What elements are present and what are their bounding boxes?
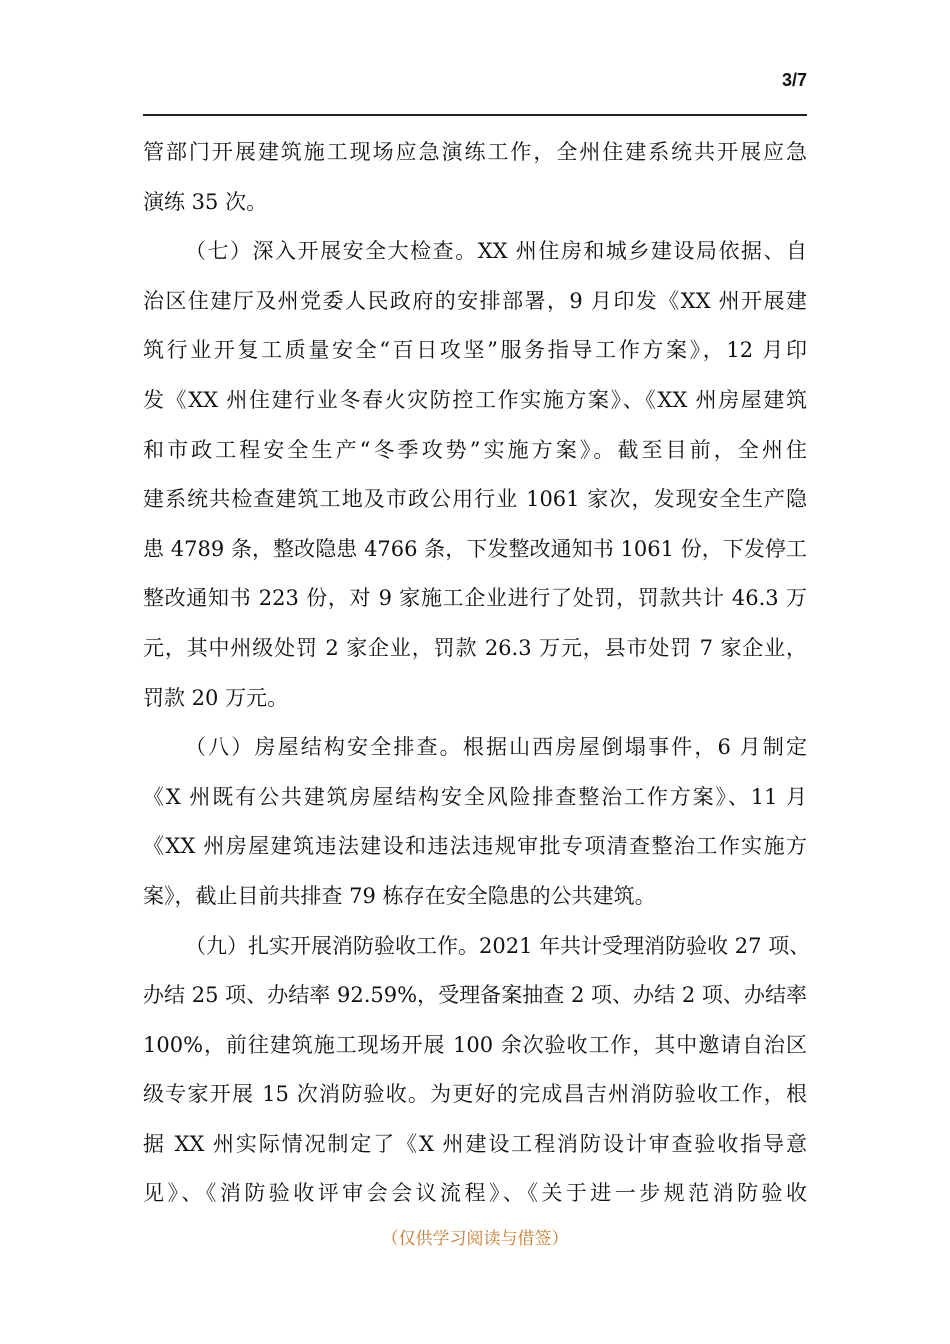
text-line: 案》，截止目前共排查 79 栋存在安全隐患的公共建筑。 <box>143 883 656 908</box>
paragraph-8-heading-line: （八）房屋结构安全排查。根据山西房屋倒塌事件，6 月制定 <box>185 735 807 760</box>
text-line: 患 4789 条，整改隐患 4766 条，下发整改通知书 1061 份，下发停工 <box>143 536 807 561</box>
text-line: 见》、《消防验收评审会会议流程》、《关于进一步规范消防验收 <box>143 1181 807 1206</box>
text-line: 《XX 州房屋建筑违法建设和违法违规审批专项清查整治工作实施方 <box>143 834 807 859</box>
text-line: 发《XX 州住建行业冬春火灾防控工作实施方案》、《XX 州房屋建筑 <box>143 387 807 412</box>
page-number: 3/7 <box>781 70 807 90</box>
text-line: 治区住建厅及州党委人民政府的安排部署，9 月印发《XX 州开展建 <box>143 288 807 313</box>
text-line: 办结 25 项、办结率 92.59%，受理备案抽查 2 项、办结 2 项、办结率 <box>143 983 807 1008</box>
text-line: 《X 州既有公共建筑房屋结构安全风险排查整治工作方案》、11 月 <box>143 784 807 809</box>
paragraph-9-heading-line: （九）扎实开展消防验收工作。2021 年共计受理消防验收 27 项、 <box>185 933 811 958</box>
footer-note: （仅供学习阅读与借签） <box>381 1229 569 1249</box>
text-line: 级专家开展 15 次消防验收。为更好的完成昌吉州消防验收工作，根 <box>143 1082 807 1107</box>
text-line: 筑行业开复工质量安全“百日攻坚”服务指导工作方案》，12 月印 <box>143 338 807 363</box>
text-line: 罚款 20 万元。 <box>143 685 289 710</box>
text-line: 100%，前往建筑施工现场开展 100 余次验收工作，其中邀请自治区 <box>143 1032 807 1057</box>
text-line: 元，其中州级处罚 2 家企业，罚款 26.3 万元，县市处罚 7 家企业， <box>143 635 807 660</box>
document-body <box>143 128 811 1219</box>
text-line: 建系统共检查建筑工地及市政公用行业 1061 家次，发现安全生产隐 <box>143 487 807 512</box>
text-line: 据 XX 州实际情况制定了《X 州建设工程消防设计审查验收指导意 <box>143 1131 807 1156</box>
paragraph-7-heading-line: （七）深入开展安全大检查。XX 州住房和城乡建设局依据、自 <box>185 239 807 264</box>
text-line: 和市政工程安全生产“冬季攻势”实施方案》。截至目前，全州住 <box>143 437 807 462</box>
header-rule <box>143 114 807 116</box>
text-line: 管部门开展建筑施工现场应急演练工作，全州住建系统共开展应急 <box>143 140 807 164</box>
text-line: 演练 35 次。 <box>143 189 268 214</box>
text-line: 整改通知书 223 份，对 9 家施工企业进行了处罚，罚款共计 46.3 万 <box>143 586 807 611</box>
